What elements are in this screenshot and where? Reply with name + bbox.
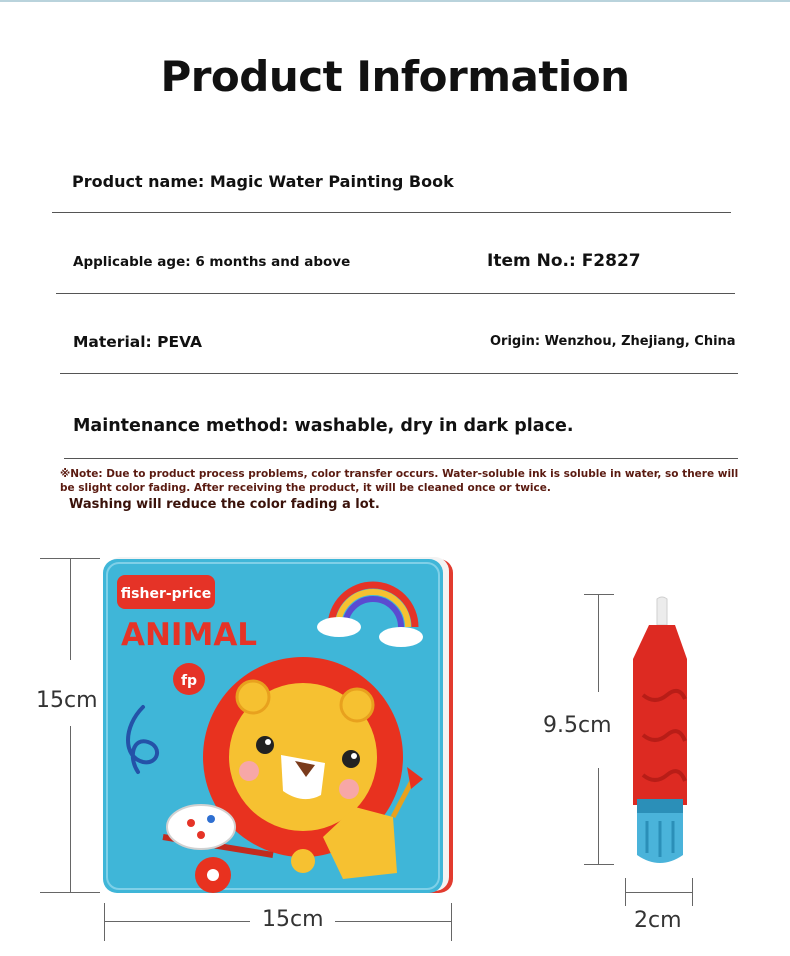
divider [60,373,738,374]
dimension-tick [692,878,693,906]
dimension-tick [584,864,614,865]
dimension-tick [40,892,100,893]
dimension-line [335,921,451,922]
dimension-tick [451,903,452,941]
applicable-age: Applicable age: 6 months and above [73,254,351,270]
book-cover-illustration [103,557,453,895]
top-border [0,0,790,2]
dimension-tick [104,903,105,941]
material: Material: PEVA [73,333,203,351]
dimension-line [70,558,71,660]
dimension-line [70,726,71,892]
fp-logo: fp [180,673,198,689]
origin: Origin: Wenzhou, Zhejiang, China [490,334,736,349]
divider [56,293,735,294]
cover-title: ANIMAL [121,617,258,653]
dimension-tick [584,594,614,595]
note-text: ※Note: Due to product process problems, color transfer occurs. Water-soluble ink is soluble in water, so there will be slight color fading. After receiving the product, it will be cleaned once or twice. [60,468,739,494]
brand-logo-text: fisher-price [120,586,212,602]
pen-height-label: 9.5cm [543,713,612,738]
divider [64,458,738,459]
page-title: Product Information [160,52,630,101]
divider [52,212,731,213]
book-width-label: 15cm [262,907,324,932]
item-number: Item No.: F2827 [487,251,641,271]
book-height-label: 15cm [36,688,98,713]
water-pen-illustration [625,595,695,867]
dimension-line [598,594,599,692]
dimension-line [598,768,599,864]
maintenance-method: Maintenance method: washable, dry in dark place. [73,416,574,436]
product-name: Product name: Magic Water Painting Book [72,172,454,191]
dimension-line [625,892,692,893]
dimension-line [104,921,250,922]
pen-width-label: 2cm [634,908,682,933]
washing-note: Washing will reduce the color fading a lot. [69,497,380,512]
